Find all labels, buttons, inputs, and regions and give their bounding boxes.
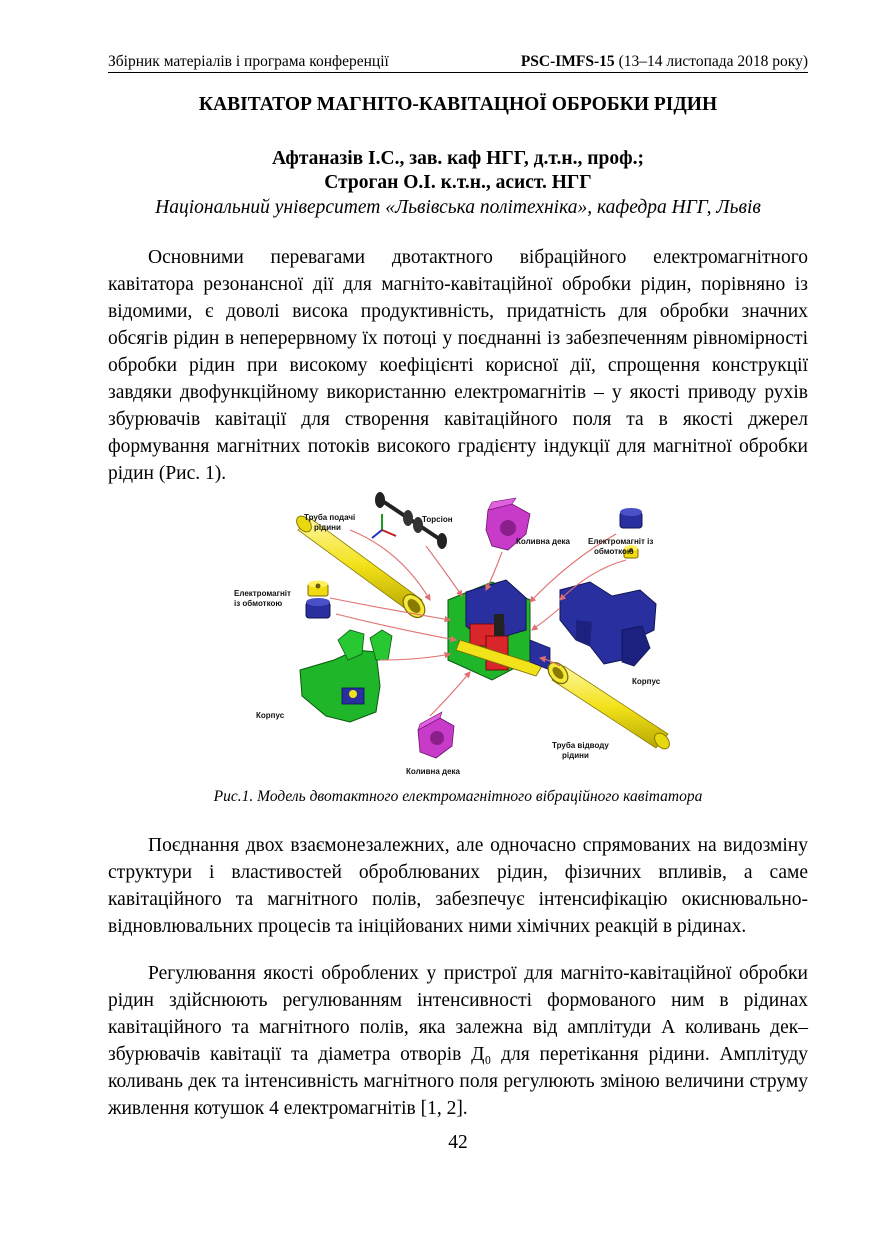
label-magnet-left-1: Електромагніт xyxy=(234,589,291,598)
vibrating-deck-bottom xyxy=(418,712,454,758)
label-deck-top: Коливна дека xyxy=(516,537,570,546)
label-body-left: Корпус xyxy=(256,711,285,720)
label-magnet-left-2: із обмоткою xyxy=(234,599,283,608)
body-left xyxy=(300,630,392,722)
running-header-left: Збірник матеріалів і програма конференції xyxy=(108,53,389,70)
electromagnet-left xyxy=(306,581,330,619)
label-inlet-pipe-2: рідини xyxy=(314,523,341,532)
label-deck-bottom: Коливна дека xyxy=(406,767,460,776)
running-header xyxy=(108,52,808,74)
label-torsion: Торсіон xyxy=(422,515,453,524)
central-assembly xyxy=(448,580,550,680)
body-paragraph-3: Регулювання якості оброблених у пристрої для магніто-кавітаційної обробки рідин здійснюють регулюванням інтенсивності формованого ним в рідинах кавітаційного та магнітного полів, яка залежна від амплітуди А коливань дек–збурювачів кавітації та діаметра отворів Д₀ для перетікання рідини. Амплітуду коливань дек та інтенсивність магнітного поля регулюють зміною величини струму живлення котушок 4 електромагнітів [1, 2]. xyxy=(108,963,808,1119)
paper-title: КАВІТАТОР МАГНІТО-КАВІТАЦНОЇ ОБРОБКИ РІДИН xyxy=(198,94,718,115)
page-number: 42 xyxy=(448,1132,468,1153)
running-header-right xyxy=(521,52,808,72)
axis-triad xyxy=(372,514,396,538)
affiliation: Національний університет «Львівська політехніка», кафедра НГГ, Львів xyxy=(155,197,761,218)
label-magnet-right-2: обмоткою xyxy=(594,547,634,556)
figure-1 xyxy=(230,490,670,780)
conference-code: PSC-IMFS-15 xyxy=(520,53,615,70)
label-outlet-pipe-2: рідини xyxy=(562,751,589,760)
cavitator-model-illustration xyxy=(230,490,670,780)
body-paragraph-1: Основними перевагами двотактного вібраційного електромагнітного кавітатора резонансної дії для магніто-кавітаційної обробки рідин, порівняно із відомими, є доволі висока продуктивність, придатність для обробки значних обсягів рідин в неперервному їх потоці у поєднанні із забезпеченням рівномірності обробки рідин при високому коефіцієнті корисної дії, спрощення конструкції завдяки двофункційному використанню електромагнітів – у якості приводу рухів збурювачів кавітації для створення кавітаційного поля та в якості джерел формування магнітних потоків високого градієнту індукції для магнітної обробки рідин (Рис. 1). xyxy=(108,247,808,484)
label-outlet-pipe-1: Труба відводу xyxy=(552,741,609,750)
author-line-2: Строган О.І. к.т.н., асист. НГГ xyxy=(324,172,592,193)
label-body-right: Корпус xyxy=(632,677,661,686)
label-magnet-right-1: Електромагніт із xyxy=(588,537,654,546)
conference-dates: (13–14 листопада 2018 року) xyxy=(614,53,808,70)
header-rule xyxy=(108,72,808,73)
body-paragraph-2: Поєднання двох взаємонезалежних, але одночасно спрямованих на видозміну структури і властивостей оброблюваних рідин, фізичних впливів, а саме кавітаційного та магнітного полів, забезпечує інтенсифікацію окиснювально-відновлювальних процесів та ініційованих ними хімічних реакцій в рідинах. xyxy=(108,835,808,937)
author-line-1: Афтаназів І.С., зав. каф НГГ, д.т.н., проф.; xyxy=(272,148,644,169)
outlet-pipe xyxy=(544,659,670,752)
label-inlet-pipe-1: Труба подачі xyxy=(304,513,356,522)
figure-caption: Рис.1. Модель двотактного електромагнітного вібраційного кавітатора xyxy=(213,788,703,805)
body-right xyxy=(560,582,656,666)
